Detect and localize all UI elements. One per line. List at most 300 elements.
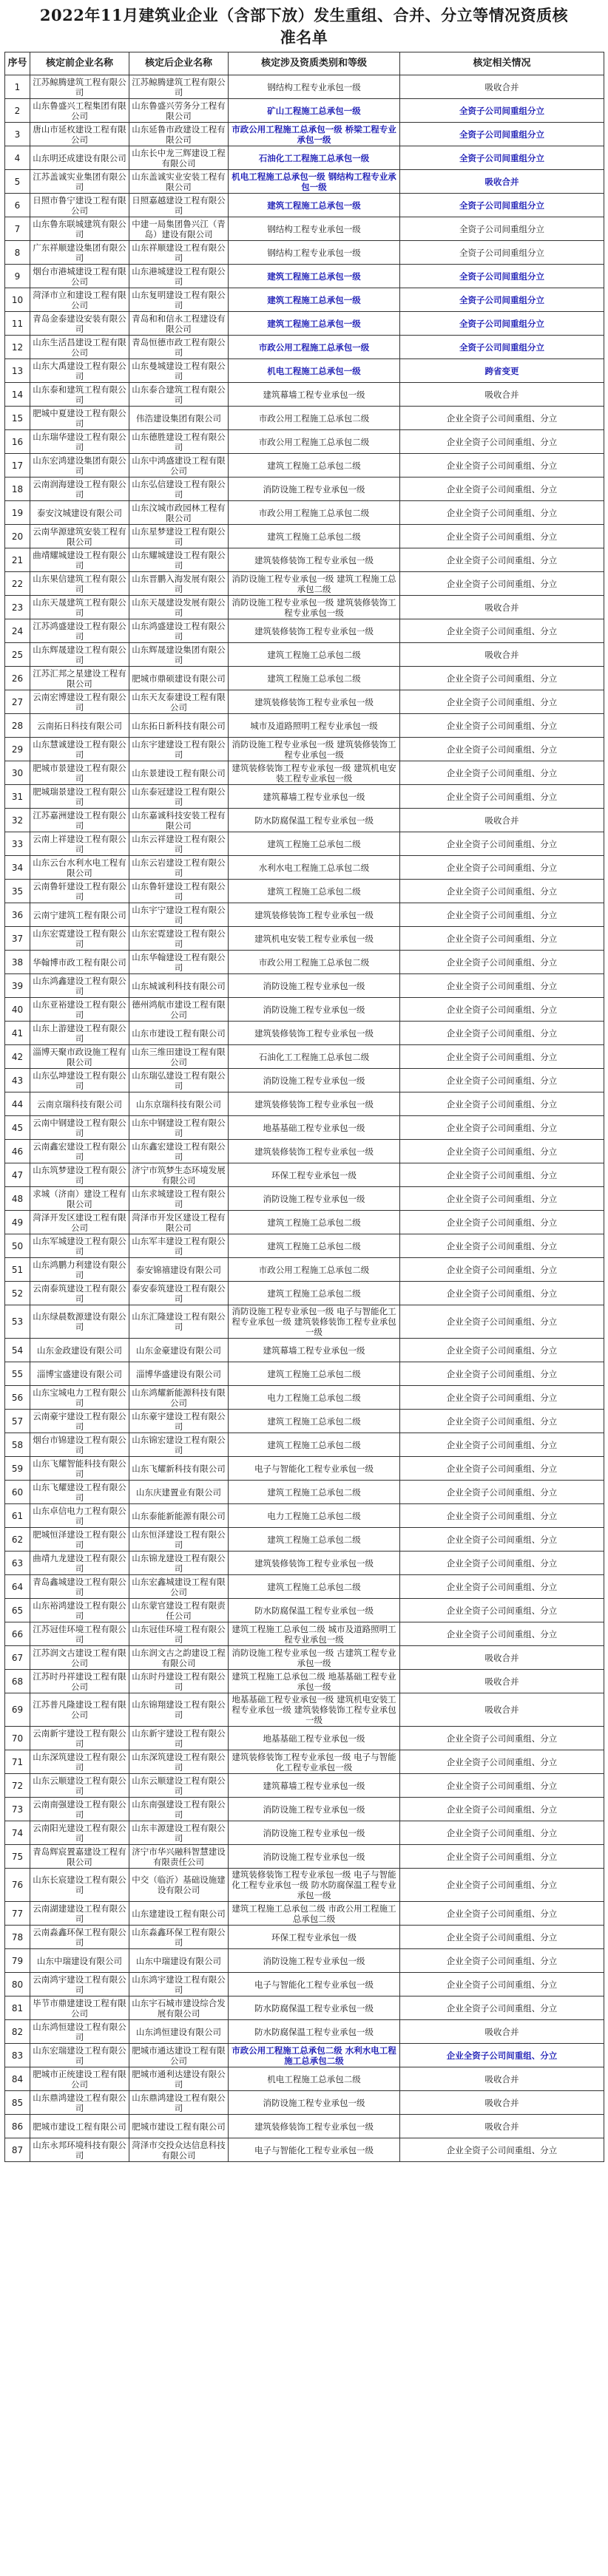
row-before-name: 山东筑梦建设工程有限公司 [30, 1163, 129, 1187]
row-after-name: 山东中鸿盛建设工程有限公司 [129, 454, 229, 478]
row-before-name: 云南鸿宇建设工程有限公司 [30, 1973, 129, 1996]
row-after-name: 山东淼鑫环保工程有限公司 [129, 1926, 229, 1949]
row-index: 30 [5, 761, 30, 785]
row-after-name: 山东泰能新能源有限公司 [129, 1504, 229, 1528]
row-after-name: 中建一局集团鲁兴江（青岛）建设有限公司 [129, 217, 229, 241]
row-after-name: 中交（临沂）基础设施建设有限公司 [129, 1869, 229, 1902]
row-index: 77 [5, 1902, 30, 1926]
table-body [5, 75, 604, 2162]
row-note: 企业全资子公司间重组、分立 [400, 1140, 604, 1163]
row-before-name: 山东弘坤建设工程有限公司 [30, 1069, 129, 1092]
row-index: 20 [5, 525, 30, 548]
row-index: 14 [5, 383, 30, 407]
table-row [5, 2138, 604, 2162]
row-index: 85 [5, 2091, 30, 2115]
table-row [5, 2115, 604, 2138]
table-row [5, 809, 604, 832]
row-after-name: 肥城市通利达建设有限公司 [129, 2067, 229, 2091]
row-qualification: 市政公用工程施工总承包一级 [229, 336, 400, 359]
row-qualification: 建筑工程施工总承包二级 [229, 832, 400, 856]
row-before-name: 云南中钢建设工程有限公司 [30, 1116, 129, 1140]
table-row [5, 170, 604, 194]
row-before-name: 云南鲁轩建设工程有限公司 [30, 880, 129, 903]
row-qualification: 消防设施工程专业承包一级 建筑工程施工总承包二级 [229, 572, 400, 596]
row-after-name: 山东深筑建设工程有限公司 [129, 1750, 229, 1774]
header-after-name: 核定后企业名称 [129, 52, 229, 75]
row-note: 企业全资子公司间重组、分立 [400, 1386, 604, 1410]
row-before-name: 江苏润文古建设工程有限公司 [30, 1646, 129, 1670]
row-note: 企业全资子公司间重组、分立 [400, 1750, 604, 1774]
row-note: 企业全资子公司间重组、分立 [400, 1305, 604, 1339]
row-index: 48 [5, 1187, 30, 1211]
row-after-name: 山东鸿恒建设有限公司 [129, 2020, 229, 2044]
row-qualification: 建筑装修装饰工程专业承包一级 建筑机电安装工程专业承包一级 [229, 761, 400, 785]
row-note: 企业全资子公司间重组、分立 [400, 1069, 604, 1092]
row-qualification: 机电工程施工总承包二级 [229, 2067, 400, 2091]
row-qualification: 建筑工程施工总承包二级 [229, 643, 400, 667]
row-after-name: 山东锦龙建设工程有限公司 [129, 1552, 229, 1575]
row-note: 企业全资子公司间重组、分立 [400, 1869, 604, 1902]
row-before-name: 山东鲁盛兴工程集团有限公司 [30, 99, 129, 123]
row-after-name: 山东中瑞建设有限公司 [129, 1949, 229, 1973]
row-note: 企业全资子公司间重组、分立 [400, 785, 604, 809]
row-qualification: 建筑工程施工总承包二级 [229, 1410, 400, 1433]
row-qualification: 建筑工程施工总承包一级 [229, 265, 400, 288]
row-after-name: 山东鲁轩建设工程有限公司 [129, 880, 229, 903]
row-note: 全资子公司间重组分立 [400, 99, 604, 123]
table-row [5, 1386, 604, 1410]
row-after-name: 德州鸿航市建设工程有限公司 [129, 998, 229, 1022]
row-index: 61 [5, 1504, 30, 1528]
row-index: 63 [5, 1552, 30, 1575]
row-after-name: 山东复明建设工程有限公司 [129, 288, 229, 312]
table-row [5, 99, 604, 123]
row-index: 38 [5, 951, 30, 974]
row-qualification: 建筑装修装饰工程专业承包一级 [229, 2115, 400, 2138]
row-note: 企业全资子公司间重组、分立 [400, 761, 604, 785]
row-qualification: 建筑工程施工总承包二级 [229, 1433, 400, 1457]
row-after-name: 山东港城建设工程有限公司 [129, 265, 229, 288]
row-index: 8 [5, 241, 30, 265]
row-note: 企业全资子公司间重组、分立 [400, 501, 604, 525]
row-index: 39 [5, 974, 30, 998]
row-before-name: 云南上祥建设工程有限公司 [30, 832, 129, 856]
row-before-name: 山东生活昌建设工程有限公司 [30, 336, 129, 359]
row-note: 全资子公司间重组分立 [400, 288, 604, 312]
table-row [5, 761, 604, 785]
table-row [5, 1845, 604, 1869]
row-index: 79 [5, 1949, 30, 1973]
row-before-name: 毕节市鼎建建设工程有限公司 [30, 1996, 129, 2020]
row-before-name: 日照市鲁宁建设工程有限公司 [30, 194, 129, 217]
table-row [5, 1774, 604, 1798]
row-note: 企业全资子公司间重组、分立 [400, 1926, 604, 1949]
row-after-name: 山东蒙官建设工程有限责任公司 [129, 1599, 229, 1622]
table-row [5, 1457, 604, 1481]
row-qualification: 消防设施工程专业承包一级 [229, 974, 400, 998]
row-before-name: 山东宏霓建设工程有限公司 [30, 927, 129, 951]
row-qualification: 电子与智能化工程专业承包一级 [229, 2138, 400, 2162]
row-index: 60 [5, 1481, 30, 1504]
row-qualification: 地基基础工程专业承包一级 [229, 1727, 400, 1750]
row-note: 企业全资子公司间重组、分立 [400, 2138, 604, 2162]
row-after-name: 淄博华盛建设有限公司 [129, 1362, 229, 1386]
row-index: 10 [5, 288, 30, 312]
row-qualification: 电子与智能化工程专业承包一级 [229, 1973, 400, 1996]
table-row [5, 1069, 604, 1092]
row-index: 23 [5, 596, 30, 619]
row-note: 吸收合并 [400, 383, 604, 407]
row-note: 吸收合并 [400, 596, 604, 619]
row-note: 企业全资子公司间重组、分立 [400, 1457, 604, 1481]
row-index: 45 [5, 1116, 30, 1140]
row-after-name: 山东鑫宏建设工程有限公司 [129, 1140, 229, 1163]
table-row [5, 1949, 604, 1973]
row-before-name: 江苏鲸腾建筑工程有限公司 [30, 75, 129, 99]
table-row [5, 903, 604, 927]
row-after-name: 山东城诚利科技有限公司 [129, 974, 229, 998]
row-qualification: 建筑装修装饰工程专业承包一级 [229, 1140, 400, 1163]
row-qualification: 水利水电工程施工总承包二级 [229, 856, 400, 880]
table-row [5, 856, 604, 880]
table-header-row [5, 52, 604, 75]
row-before-name: 云南宁建筑工程有限公司 [30, 903, 129, 927]
row-index: 21 [5, 548, 30, 572]
row-note: 全资子公司间重组分立 [400, 336, 604, 359]
table-row [5, 123, 604, 146]
row-before-name: 山东宏瑞建设工程有限公司 [30, 2044, 129, 2067]
row-qualification: 建筑工程施工总承包一级 [229, 312, 400, 336]
row-qualification: 建筑工程施工总承包二级 [229, 1362, 400, 1386]
row-note: 企业全资子公司间重组、分立 [400, 1211, 604, 1234]
row-after-name: 山东军丰建设工程有限公司 [129, 1234, 229, 1258]
table-row [5, 619, 604, 643]
table-row [5, 241, 604, 265]
row-after-name: 山东天晟建设发展有限公司 [129, 596, 229, 619]
row-note: 全资子公司间重组分立 [400, 312, 604, 336]
row-note: 企业全资子公司间重组、分立 [400, 1234, 604, 1258]
row-index: 47 [5, 1163, 30, 1187]
row-note: 企业全资子公司间重组、分立 [400, 738, 604, 761]
row-qualification: 建筑工程施工总承包二级 [229, 667, 400, 690]
row-index: 43 [5, 1069, 30, 1092]
row-after-name: 伟浩建设集团有限公司 [129, 407, 229, 430]
row-before-name: 山东飞耀建设工程有限公司 [30, 1481, 129, 1504]
row-after-name: 山东星梦建设工程有限公司 [129, 525, 229, 548]
row-index: 22 [5, 572, 30, 596]
table-row [5, 1305, 604, 1339]
row-before-name: 泰安汶城建设有限公司 [30, 501, 129, 525]
row-note: 吸收合并 [400, 2091, 604, 2115]
row-note: 企业全资子公司间重组、分立 [400, 1528, 604, 1552]
row-qualification: 消防设施工程专业承包一级 [229, 478, 400, 501]
row-before-name: 江苏时丹祥建设工程有限公司 [30, 1670, 129, 1693]
row-before-name: 山东慧诚建设工程有限公司 [30, 738, 129, 761]
row-index: 53 [5, 1305, 30, 1339]
row-after-name: 山东泰合建筑工程有限公司 [129, 383, 229, 407]
row-index: 87 [5, 2138, 30, 2162]
table-row [5, 1163, 604, 1187]
row-note: 企业全资子公司间重组、分立 [400, 927, 604, 951]
row-qualification: 消防设施工程专业承包一级 建筑装修装饰工程专业承包一级 [229, 596, 400, 619]
row-note: 全资子公司间重组分立 [400, 265, 604, 288]
table-row [5, 1022, 604, 1045]
row-qualification: 建筑工程施工总承包二级 [229, 1211, 400, 1234]
row-index: 25 [5, 643, 30, 667]
table-row [5, 714, 604, 738]
row-after-name: 山东长中龙三辉建设工程有限公司 [129, 146, 229, 170]
row-index: 35 [5, 880, 30, 903]
row-before-name: 华翰博市政工程有限公司 [30, 951, 129, 974]
row-note: 企业全资子公司间重组、分立 [400, 548, 604, 572]
row-after-name: 山东瑞弘建设工程有限公司 [129, 1069, 229, 1092]
row-index: 4 [5, 146, 30, 170]
row-note: 企业全资子公司间重组、分立 [400, 1798, 604, 1821]
row-note: 企业全资子公司间重组、分立 [400, 1902, 604, 1926]
row-index: 83 [5, 2044, 30, 2067]
row-note: 企业全资子公司间重组、分立 [400, 1552, 604, 1575]
row-before-name: 江苏汇邦之星建设工程有限公司 [30, 667, 129, 690]
row-after-name: 山东鸿盛建设工程有限公司 [129, 619, 229, 643]
row-qualification: 建筑工程施工总承包二级 地基基础工程专业承包一级 [229, 1670, 400, 1693]
row-note: 吸收合并 [400, 1646, 604, 1670]
row-before-name: 江苏盖诚实业集团有限公司 [30, 170, 129, 194]
row-note: 吸收合并 [400, 1670, 604, 1693]
row-before-name: 山东明还成建设有限公司 [30, 146, 129, 170]
row-qualification: 市政公用工程施工总承包二级 [229, 430, 400, 454]
row-index: 34 [5, 856, 30, 880]
row-qualification: 消防设施工程专业承包一级 [229, 998, 400, 1022]
table-row [5, 1528, 604, 1552]
row-before-name: 烟台市锦建设工程有限公司 [30, 1433, 129, 1457]
row-note: 企业全资子公司间重组、分立 [400, 430, 604, 454]
row-index: 82 [5, 2020, 30, 2044]
table-row [5, 1258, 604, 1282]
row-after-name: 山东汇隆建设工程有限公司 [129, 1305, 229, 1339]
row-qualification: 矿山工程施工总承包一级 [229, 99, 400, 123]
row-index: 72 [5, 1774, 30, 1798]
row-qualification: 建筑工程施工总承包二级 [229, 880, 400, 903]
row-index: 62 [5, 1528, 30, 1552]
row-index: 13 [5, 359, 30, 383]
row-after-name: 山东恒泽建设工程有限公司 [129, 1528, 229, 1552]
row-note: 企业全资子公司间重组、分立 [400, 619, 604, 643]
row-before-name: 云南润海建设工程有限公司 [30, 478, 129, 501]
row-before-name: 肥城瑞景建设工程有限公司 [30, 785, 129, 809]
row-after-name: 山东鲁盛兴劳务分工程有限公司 [129, 99, 229, 123]
table-row [5, 1727, 604, 1750]
row-note: 企业全资子公司间重组、分立 [400, 974, 604, 998]
row-qualification: 消防设施工程专业承包一级 [229, 1069, 400, 1092]
row-index: 17 [5, 454, 30, 478]
row-note: 吸收合并 [400, 1693, 604, 1727]
row-note: 企业全资子公司间重组、分立 [400, 832, 604, 856]
row-qualification: 建筑工程施工总承包二级 城市及道路照明工程专业承包一级 [229, 1622, 400, 1646]
row-before-name: 山东天晟建筑工程有限公司 [30, 596, 129, 619]
row-index: 55 [5, 1362, 30, 1386]
row-qualification: 建筑工程施工总承包二级 [229, 1528, 400, 1552]
row-index: 57 [5, 1410, 30, 1433]
row-qualification: 建筑工程施工总承包一级 [229, 288, 400, 312]
row-qualification: 建筑幕墙工程专业承包一级 [229, 383, 400, 407]
row-note: 企业全资子公司间重组、分立 [400, 407, 604, 430]
row-after-name: 山东德胜建设工程有限公司 [129, 430, 229, 454]
row-before-name: 唐山市延枚建设工程有限公司 [30, 123, 129, 146]
table-row [5, 548, 604, 572]
row-qualification: 地基基础工程专业承包一级 [229, 1116, 400, 1140]
row-after-name: 青岛恒德市政工程有限公司 [129, 336, 229, 359]
row-note: 全资子公司间重组分立 [400, 194, 604, 217]
row-qualification: 建筑装修装饰工程专业承包一级 [229, 619, 400, 643]
row-before-name: 云南阳光建设工程有限公司 [30, 1821, 129, 1845]
row-qualification: 钢结构工程专业承包一级 [229, 217, 400, 241]
row-qualification: 建筑装修装饰工程专业承包一级 [229, 903, 400, 927]
row-index: 27 [5, 690, 30, 714]
row-before-name: 山东飞耀智能科技有限公司 [30, 1457, 129, 1481]
row-before-name: 曲靖耀城建设工程有限公司 [30, 548, 129, 572]
table-row [5, 1092, 604, 1116]
table-row [5, 1045, 604, 1069]
row-before-name: 山东云台水利水电工程有限公司 [30, 856, 129, 880]
row-note: 全资子公司间重组分立 [400, 241, 604, 265]
row-before-name: 广东祥顺建设集团有限公司 [30, 241, 129, 265]
table-row [5, 1599, 604, 1622]
row-note: 企业全资子公司间重组、分立 [400, 1339, 604, 1362]
row-qualification: 建筑幕墙工程专业承包一级 [229, 1774, 400, 1798]
row-after-name: 山东鸿宇建设工程有限公司 [129, 1973, 229, 1996]
row-index: 9 [5, 265, 30, 288]
row-note: 企业全资子公司间重组、分立 [400, 1116, 604, 1140]
row-after-name: 山东弘信建设工程有限公司 [129, 478, 229, 501]
row-note: 企业全资子公司间重组、分立 [400, 1481, 604, 1504]
row-after-name: 山东辉晟建设集团有限公司 [129, 643, 229, 667]
table-row [5, 1504, 604, 1528]
row-note: 吸收合并 [400, 75, 604, 99]
row-before-name: 菏泽市立和建设工程有限公司 [30, 288, 129, 312]
row-qualification: 消防设施工程专业承包一级 [229, 1187, 400, 1211]
document-title: 2022年11月建筑业企业（含部下放）发生重组、合并、分立等情况资质核准名单 [39, 6, 569, 47]
row-after-name: 山东祥顺建设工程有限公司 [129, 241, 229, 265]
row-qualification: 建筑工程施工总承包二级 [229, 525, 400, 548]
row-qualification: 电力工程施工总承包二级 [229, 1504, 400, 1528]
row-index: 81 [5, 1996, 30, 2020]
row-before-name: 淄博天聚市政设施工程有限公司 [30, 1045, 129, 1069]
row-index: 58 [5, 1433, 30, 1457]
row-qualification: 钢结构工程专业承包一级 [229, 241, 400, 265]
row-after-name: 济宁市华兴融科智慧建设有限责任公司 [129, 1845, 229, 1869]
row-qualification: 电子与智能化工程专业承包一级 [229, 1457, 400, 1481]
row-qualification: 建筑工程施工总承包二级 市政公用工程施工总承包二级 [229, 1902, 400, 1926]
row-before-name: 山东瑞华建设工程有限公司 [30, 430, 129, 454]
row-index: 41 [5, 1022, 30, 1045]
row-index: 66 [5, 1622, 30, 1646]
table-row [5, 951, 604, 974]
row-note: 企业全资子公司间重组、分立 [400, 1599, 604, 1622]
row-after-name: 济宁市筑梦生态环境发展有限公司 [129, 1163, 229, 1187]
row-after-name: 山东新宇建设工程有限公司 [129, 1727, 229, 1750]
row-after-name: 山东南强建设工程有限公司 [129, 1798, 229, 1821]
table-row [5, 690, 604, 714]
row-qualification: 环保工程专业承包一级 [229, 1926, 400, 1949]
row-index: 84 [5, 2067, 30, 2091]
row-qualification: 建筑装修装饰工程专业承包一级 电子与智能化工程专业承包一级 [229, 1750, 400, 1774]
row-before-name: 肥城市建设工程有限公司 [30, 2115, 129, 2138]
row-before-name: 山东中瑞建设有限公司 [30, 1949, 129, 1973]
row-after-name: 山东耀城建设工程有限公司 [129, 548, 229, 572]
table-row [5, 998, 604, 1022]
row-before-name: 山东辉晟建设工程有限公司 [30, 643, 129, 667]
row-index: 33 [5, 832, 30, 856]
approval-table [4, 52, 604, 2162]
row-note: 企业全资子公司间重组、分立 [400, 454, 604, 478]
row-index: 67 [5, 1646, 30, 1670]
table-row [5, 1996, 604, 2020]
row-note: 企业全资子公司间重组、分立 [400, 951, 604, 974]
row-index: 29 [5, 738, 30, 761]
row-after-name: 山东冠佳环境工程有限公司 [129, 1622, 229, 1646]
row-before-name: 云南鑫宏建设工程有限公司 [30, 1140, 129, 1163]
row-note: 跨省变更 [400, 359, 604, 383]
row-index: 50 [5, 1234, 30, 1258]
row-index: 75 [5, 1845, 30, 1869]
row-after-name: 山东建建设工程有限公司 [129, 1902, 229, 1926]
row-before-name: 云南新宇建设工程有限公司 [30, 1727, 129, 1750]
row-index: 68 [5, 1670, 30, 1693]
row-after-name: 江苏鲸腾建筑工程有限公司 [129, 75, 229, 99]
table-row [5, 312, 604, 336]
row-index: 65 [5, 1599, 30, 1622]
row-note: 企业全资子公司间重组、分立 [400, 1410, 604, 1433]
table-row [5, 667, 604, 690]
row-note: 企业全资子公司间重组、分立 [400, 714, 604, 738]
row-index: 76 [5, 1869, 30, 1902]
row-index: 5 [5, 170, 30, 194]
row-before-name: 江苏鸿盛建设工程有限公司 [30, 619, 129, 643]
row-note: 企业全资子公司间重组、分立 [400, 1575, 604, 1599]
table-row [5, 1750, 604, 1774]
row-before-name: 山东长宸建设工程有限公司 [30, 1869, 129, 1902]
row-note: 企业全资子公司间重组、分立 [400, 572, 604, 596]
row-after-name: 山东京瑞科技有限公司 [129, 1092, 229, 1116]
row-qualification: 建筑工程施工总承包二级 [229, 1481, 400, 1504]
row-qualification: 石油化工工程施工总承包二级 [229, 1045, 400, 1069]
table-row [5, 1670, 604, 1693]
row-before-name: 曲靖九龙建设工程有限公司 [30, 1552, 129, 1575]
table-row [5, 194, 604, 217]
row-qualification: 城市及道路照明工程专业承包一级 [229, 714, 400, 738]
row-before-name: 烟台市港城建设工程有限公司 [30, 265, 129, 288]
row-index: 78 [5, 1926, 30, 1949]
table-row [5, 1693, 604, 1727]
row-qualification: 建筑幕墙工程专业承包一级 [229, 1339, 400, 1362]
row-note: 吸收合并 [400, 2067, 604, 2091]
row-before-name: 云南华源建筑安装工程有限公司 [30, 525, 129, 548]
row-before-name: 江苏普凡隆建设工程有限公司 [30, 1693, 129, 1727]
row-index: 54 [5, 1339, 30, 1362]
row-qualification: 市政公用工程施工总承包二级 [229, 951, 400, 974]
row-index: 49 [5, 1211, 30, 1234]
row-qualification: 建筑机电安装工程专业承包一级 [229, 927, 400, 951]
row-after-name: 山东锦宏建设工程有限公司 [129, 1433, 229, 1457]
table-row [5, 927, 604, 951]
row-qualification: 防水防腐保温工程专业承包一级 [229, 809, 400, 832]
row-qualification: 建筑装修装饰工程专业承包一级 [229, 1092, 400, 1116]
row-note: 全资子公司间重组分立 [400, 146, 604, 170]
table-row [5, 1481, 604, 1504]
row-index: 46 [5, 1140, 30, 1163]
row-qualification: 建筑装修装饰工程专业承包一级 [229, 1552, 400, 1575]
row-after-name: 泰安泰筑建设工程有限公司 [129, 1282, 229, 1305]
